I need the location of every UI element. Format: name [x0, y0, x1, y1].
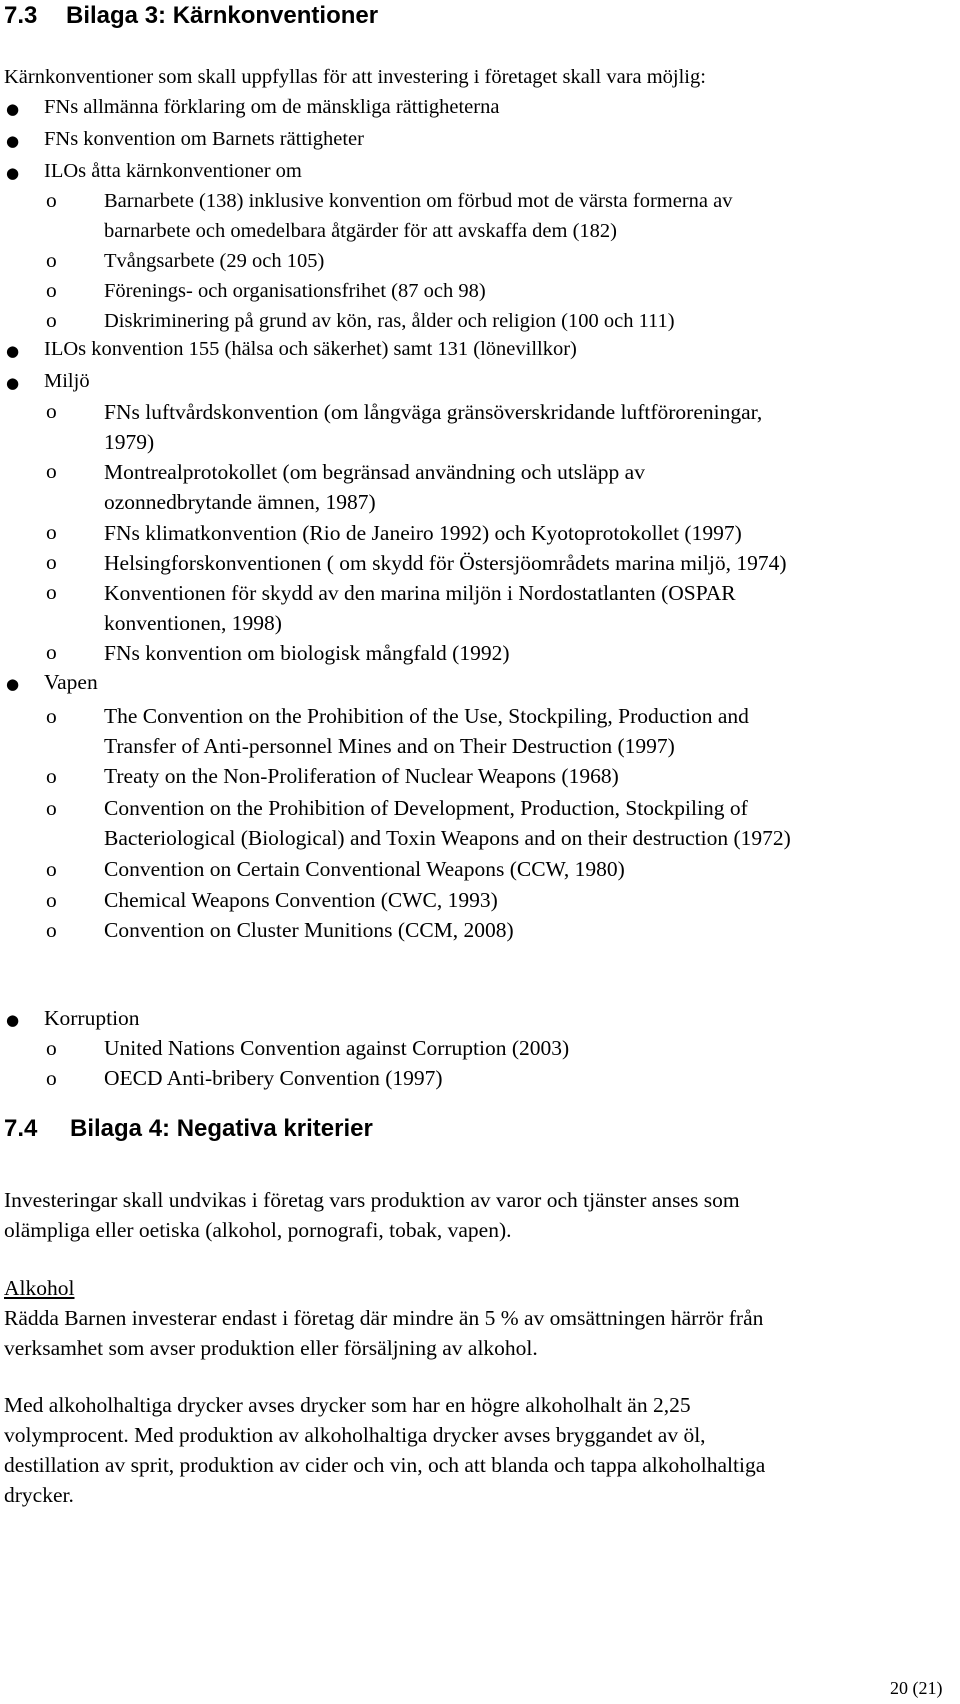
sub-list-item: Konventionen för skydd av den marina miljön i Nordostatlanten (OSPAR: [104, 581, 736, 605]
sub-bullet-icon: o: [46, 764, 57, 788]
sub-bullet-icon: o: [46, 640, 57, 664]
sub-list-item: FNs luftvårdskonvention (om långväga gränsöverskridande luftföroreningar,: [104, 400, 763, 424]
sub-list-item: Helsingforskonventionen ( om skydd för Östersjöområdets marina miljö, 1974): [104, 551, 787, 575]
bullet-icon: ●: [6, 132, 20, 150]
alkohol-heading: Alkohol: [4, 1276, 75, 1300]
intro-text: Kärnkonventioner som skall uppfyllas för att investering i företaget skall vara möjlig:: [4, 66, 706, 88]
sub-list-item: Convention on Certain Conventional Weapons (CCW, 1980): [104, 857, 625, 881]
sub-list-item: barnarbete och omedelbara åtgärder för att avskaffa dem (182): [104, 220, 618, 242]
sub-list-item: Convention on the Prohibition of Development, Production, Stockpiling of: [104, 796, 748, 820]
sub-list-item: The Convention on the Prohibition of the Use, Stockpiling, Production and: [104, 704, 749, 728]
sub-list-item: konventionen, 1998): [104, 611, 282, 635]
page-number: 20 (21): [890, 1678, 943, 1698]
section-7-3-title: Bilaga 3: Kärnkonventioner: [66, 2, 379, 29]
sub-list-item: FNs klimatkonvention (Rio de Janeiro 1992) och Kyotoprotokollet (1997): [104, 521, 742, 545]
sub-bullet-icon: o: [46, 1066, 57, 1090]
sub-list-item: OECD Anti-bribery Convention (1997): [104, 1066, 443, 1090]
paragraph-line: verksamhet som avser produktion eller försäljning av alkohol.: [4, 1336, 538, 1360]
sub-bullet-icon: o: [46, 857, 57, 881]
section-7-3-number: 7.3: [4, 2, 38, 29]
sub-bullet-icon: o: [46, 704, 57, 728]
sub-list-item: Bacteriological (Biological) and Toxin Weapons and on their destruction (1972): [104, 826, 791, 850]
bullet-icon: ●: [6, 100, 20, 118]
sub-bullet-icon: o: [46, 399, 57, 423]
paragraph-line: destillation av sprit, produktion av cider och vin, och att blanda och tappa alkoholhaltiga: [4, 1453, 766, 1477]
sub-bullet-icon: o: [46, 580, 57, 604]
sub-list-item: ozonnedbrytande ämnen, 1987): [104, 490, 376, 514]
sub-list-item: 1979): [104, 430, 155, 454]
list-item: FNs konvention om Barnets rättigheter: [44, 128, 364, 150]
sub-bullet-icon: o: [46, 248, 57, 272]
sub-bullet-icon: o: [46, 188, 57, 212]
paragraph-line: Med alkoholhaltiga drycker avses drycker som har en högre alkoholhalt än 2,25: [4, 1393, 691, 1417]
bullet-icon: ●: [6, 164, 20, 182]
sub-list-item: Chemical Weapons Convention (CWC, 1993): [104, 888, 498, 912]
sub-list-item: FNs konvention om biologisk mångfald (1992): [104, 641, 510, 665]
sub-list-item: Barnarbete (138) inklusive konvention om förbud mot de värsta formerna av: [104, 190, 733, 212]
section-7-4-number: 7.4: [4, 1115, 38, 1142]
list-item: Korruption: [44, 1006, 140, 1030]
sub-bullet-icon: o: [46, 918, 57, 942]
sub-list-item: Convention on Cluster Munitions (CCM, 2008): [104, 918, 514, 942]
sub-bullet-icon: o: [46, 308, 57, 332]
sub-list-item: Diskriminering på grund av kön, ras, ålder och religion (100 och 111): [104, 310, 675, 332]
paragraph-line: Investeringar skall undvikas i företag vars produktion av varor och tjänster anses som: [4, 1188, 740, 1212]
sub-bullet-icon: o: [46, 520, 57, 544]
sub-list-item: Transfer of Anti-personnel Mines and on Their Destruction (1997): [104, 734, 675, 758]
sub-bullet-icon: o: [46, 796, 57, 820]
paragraph-line: volymprocent. Med produktion av alkoholhaltiga drycker avses bryggandet av öl,: [4, 1423, 706, 1447]
bullet-icon: ●: [6, 374, 20, 392]
list-item: Miljö: [44, 370, 90, 392]
list-item: Vapen: [44, 670, 98, 694]
sub-bullet-icon: o: [46, 888, 57, 912]
list-item: ILOs konvention 155 (hälsa och säkerhet) samt 131 (lönevillkor): [44, 338, 577, 360]
sub-bullet-icon: o: [46, 550, 57, 574]
sub-list-item: Treaty on the Non-Proliferation of Nuclear Weapons (1968): [104, 764, 619, 788]
section-7-4-title: Bilaga 4: Negativa kriterier: [70, 1115, 373, 1142]
list-item: FNs allmänna förklaring om de mänskliga rättigheterna: [44, 96, 500, 118]
sub-list-item: Förenings- och organisationsfrihet (87 och 98): [104, 280, 486, 302]
sub-bullet-icon: o: [46, 278, 57, 302]
paragraph-line: Rädda Barnen investerar endast i företag där mindre än 5 % av omsättningen härrör från: [4, 1306, 764, 1330]
paragraph-line: drycker.: [4, 1483, 74, 1507]
list-item: ILOs åtta kärnkonventioner om: [44, 160, 302, 182]
sub-list-item: United Nations Convention against Corruption (2003): [104, 1036, 570, 1060]
bullet-icon: ●: [6, 675, 20, 693]
sub-bullet-icon: o: [46, 1036, 57, 1060]
sub-list-item: Montrealprotokollet (om begränsad användning och utsläpp av: [104, 460, 645, 484]
sub-bullet-icon: o: [46, 459, 57, 483]
bullet-icon: ●: [6, 342, 20, 360]
sub-list-item: Tvångsarbete (29 och 105): [104, 250, 325, 272]
bullet-icon: ●: [6, 1011, 20, 1029]
paragraph-line: olämpliga eller oetiska (alkohol, pornografi, tobak, vapen).: [4, 1218, 512, 1242]
